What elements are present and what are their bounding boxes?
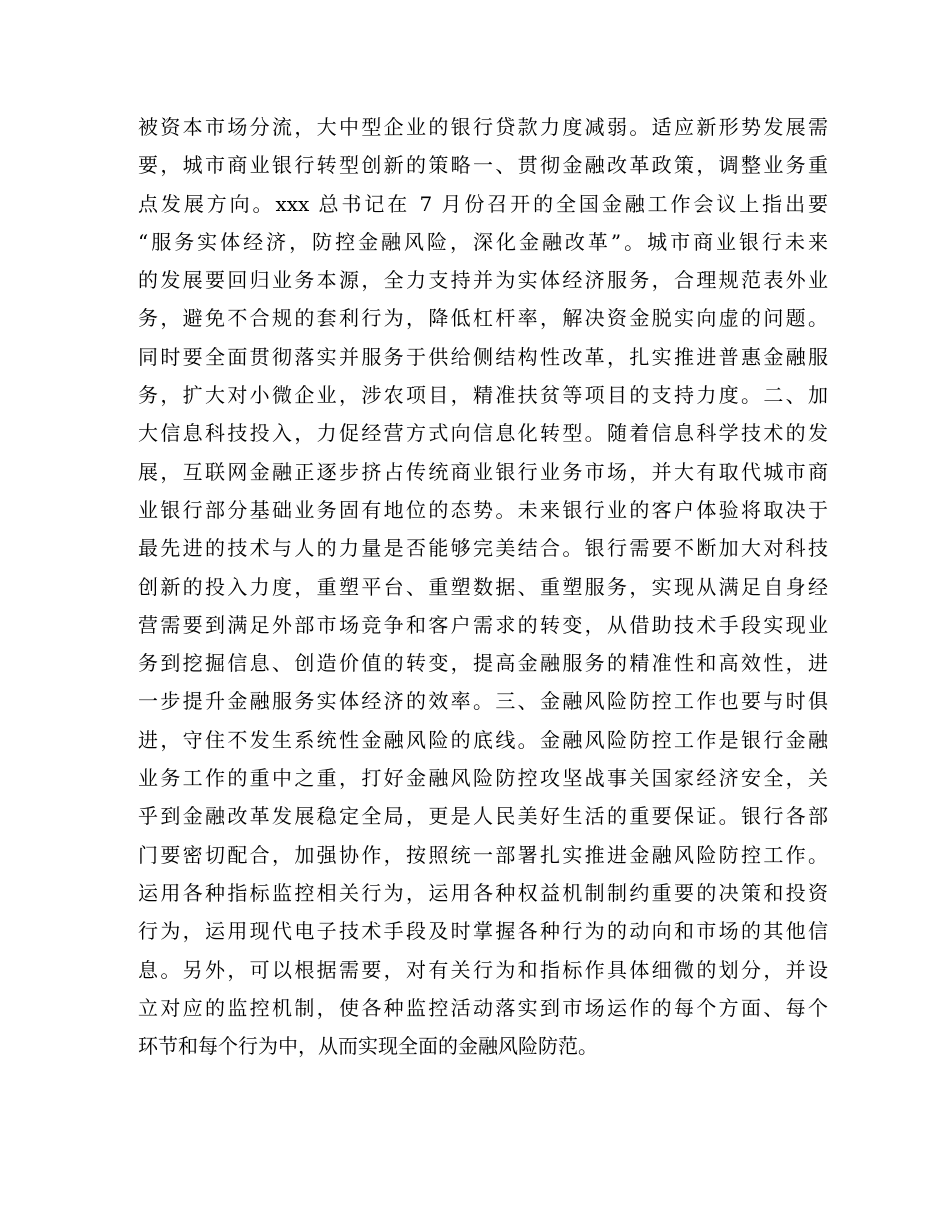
text-line: 一步提升金融服务实体经济的效率。三、金融风险防控工作也要与时俱 (138, 689, 828, 714)
text-line: 大信息科技投入，力促经营方式向信息化转型。随着信息科学技术的发 (138, 421, 828, 446)
text-line: 业务工作的重中之重，打好金融风险防控攻坚战事关国家经济安全，关 (138, 766, 828, 791)
text-line: 创新的投入力度，重塑平台、重塑数据、重塑服务，实现从满足自身经 (138, 574, 828, 599)
text-line: 业银行部分基础业务固有地位的态势。未来银行业的客户体验将取决于 (138, 497, 828, 522)
text-line: 务到挖掘信息、创造价值的转变，提高金融服务的精准性和高效性，进 (138, 651, 828, 676)
text-line: 进，守住不发生系统性金融风险的底线。金融风险防控工作是银行金融 (138, 727, 828, 752)
text-line: 营需要到满足外部市场竞争和客户需求的转变，从借助技术手段实现业 (138, 612, 828, 637)
text-line: 务，避免不合规的套利行为，降低杠杆率，解决资金脱实向虚的问题。 (138, 306, 828, 331)
text-line: 要，城市商业银行转型创新的策略一、贯彻金融改革政策，调整业务重 (138, 153, 828, 178)
text-line: 门要密切配合，加强协作，按照统一部署扎实推进金融风险防控工作。 (138, 842, 828, 867)
text-line: 运用各种指标监控相关行为，运用各种权益机制制约重要的决策和投资 (138, 880, 828, 905)
text-line: 环节和每个行为中，从而实现全面的金融风险防范。 (138, 1034, 598, 1059)
text-line: 乎到金融改革发展稳定全局，更是人民美好生活的重要保证。银行各部 (138, 804, 828, 829)
text-line: 息。另外，可以根据需要，对有关行为和指标作具体细微的划分，并设 (138, 957, 828, 982)
text-line: 务，扩大对小微企业，涉农项目，精准扶贫等项目的支持力度。二、加 (138, 383, 828, 408)
text-line: 被资本市场分流，大中型企业的银行贷款力度减弱。适应新形势发展需 (138, 115, 828, 139)
text-line: 行为，运用现代电子技术手段及时掌握各种行为的动向和市场的其他信 (138, 919, 828, 944)
text-line: 的发展要回归业务本源，全力支持并为实体经济服务，合理规范表外业 (138, 268, 828, 293)
body-paragraph (138, 108, 828, 1065)
text-line: “服务实体经济，防控金融风险，深化金融改革”。城市商业银行未来 (138, 229, 828, 254)
text-line: 点发展方向。xxx 总书记在 7 月份召开的全国金融工作会议上指出要 (138, 191, 828, 216)
text-line: 同时要全面贯彻落实并服务于供给侧结构性改革，扎实推进普惠金融服 (138, 344, 828, 369)
text-line: 立对应的监控机制，使各种监控活动落实到市场运作的每个方面、每个 (138, 995, 828, 1020)
text-line: 展，互联网金融正逐步挤占传统商业银行业务市场，并大有取代城市商 (138, 459, 828, 484)
text-line: 最先进的技术与人的力量是否能够完美结合。银行需要不断加大对科技 (138, 536, 828, 561)
